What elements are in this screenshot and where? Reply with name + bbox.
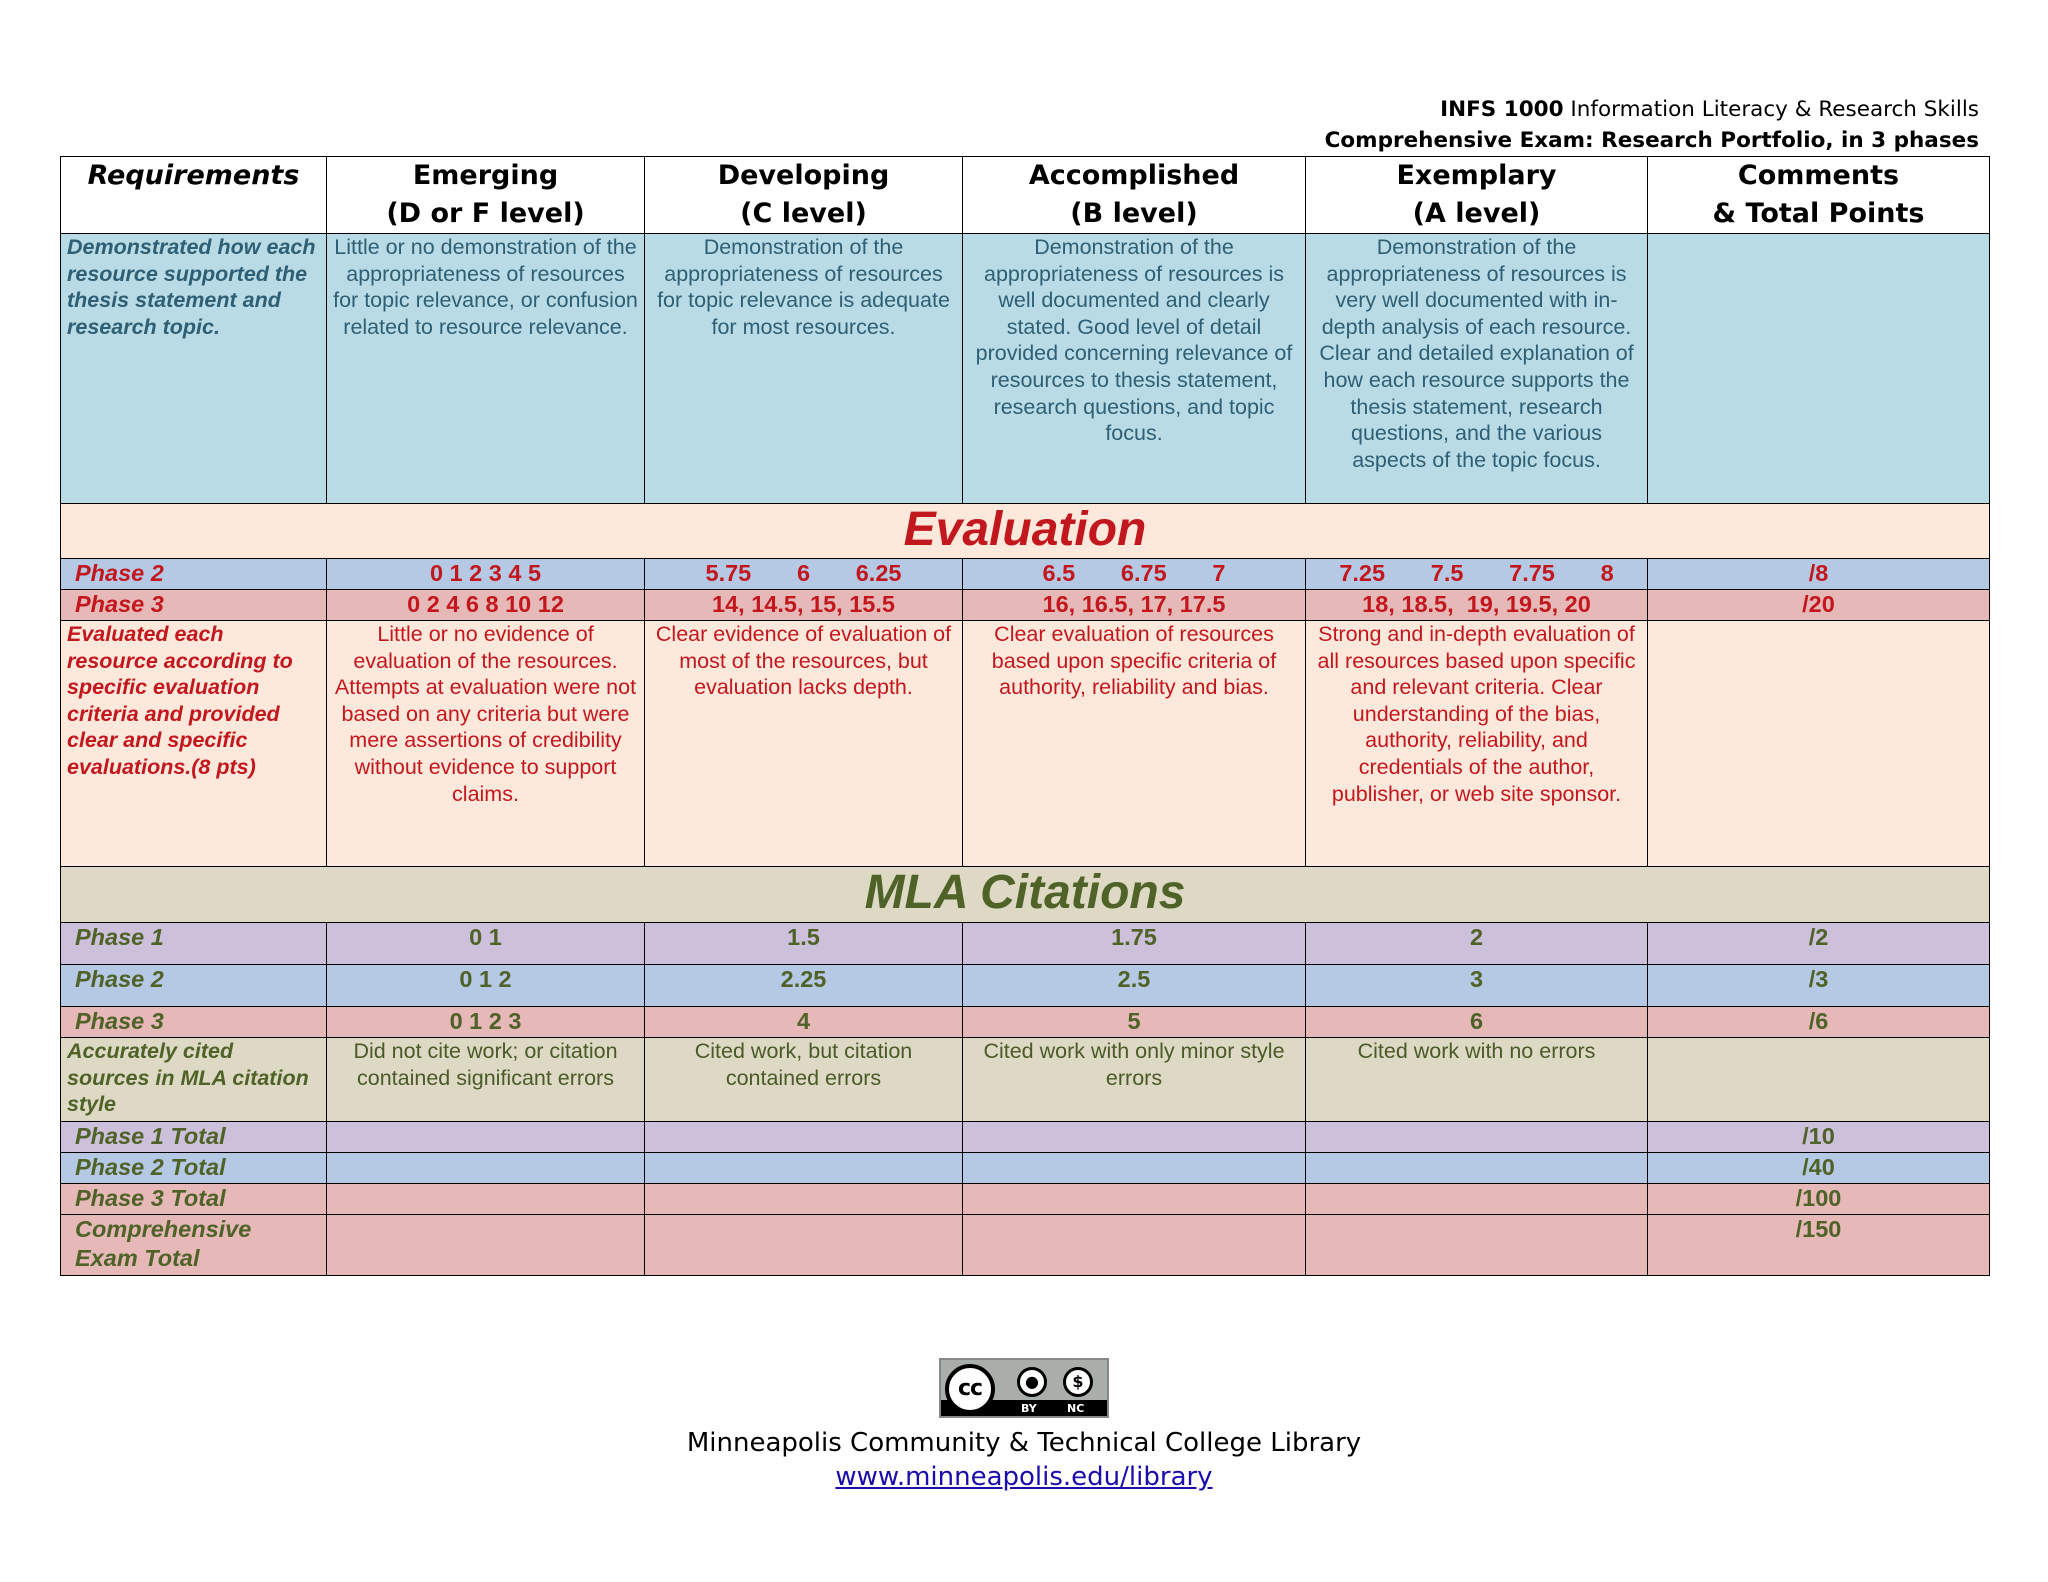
mla-requirement: Accurately cited sources in MLA citation style — [61, 1038, 327, 1122]
col-exemplary: Exemplary (A level) — [1306, 157, 1648, 234]
score-developing: 5.75 6 6.25 — [645, 559, 963, 590]
evaluation-accomplished: Clear evaluation of resources based upon specific criteria of authority, reliability and bias. — [963, 621, 1306, 867]
col-emerging: Emerging (D or F level) — [327, 157, 645, 234]
phase1-total-row — [61, 1122, 1990, 1153]
total-cell — [645, 1184, 963, 1215]
support-accomplished: Demonstration of the appropriateness of resources is well documented and clearly stated. Good level of detail provided concerning relevance of resources to thesis statement, research questions, and topic focus. — [963, 234, 1306, 504]
evaluation-requirement: Evaluated each resource according to specific evaluation criteria and provided clear and specific evaluations.(8 pts) — [61, 621, 327, 867]
score-exemplary: 2 — [1306, 923, 1648, 965]
support-requirement: Demonstrated how each resource supported the thesis statement and research topic. — [61, 234, 327, 504]
evaluation-exemplary: Strong and in-depth evaluation of all resources based upon specific and relevant criteria. Clear understanding of the bias, authority, reliability, and credentials of the author, publisher, or web site sponsor. — [1306, 621, 1648, 867]
evaluation-section-row — [61, 504, 1990, 559]
mla-criteria-row — [61, 1038, 1990, 1122]
score-accomplished: 16, 16.5, 17, 17.5 — [963, 590, 1306, 621]
mla-phase2-row — [61, 965, 1990, 1007]
score-emerging: 0 1 2 3 — [327, 1007, 645, 1038]
score-developing: 1.5 — [645, 923, 963, 965]
phase-label: Phase 2 — [61, 965, 327, 1007]
evaluation-developing: Clear evidence of evaluation of most of the resources, but evaluation lacks depth. — [645, 621, 963, 867]
total-cell — [1306, 1153, 1648, 1184]
total-points: /100 — [1648, 1184, 1990, 1215]
mla-phase1-row — [61, 923, 1990, 965]
person-icon: ● — [1017, 1367, 1047, 1397]
mla-comments[interactable] — [1648, 1038, 1990, 1122]
cc-icon: cc — [945, 1364, 995, 1414]
dollar-struck-icon: $ — [1063, 1367, 1093, 1397]
total-cell — [1306, 1215, 1648, 1276]
score-developing: 14, 14.5, 15, 15.5 — [645, 590, 963, 621]
document-header — [1325, 94, 1979, 156]
score-developing: 2.25 — [645, 965, 963, 1007]
total-label: Phase 3 Total — [61, 1184, 327, 1215]
col-comments: Comments & Total Points — [1648, 157, 1990, 234]
by-label: BY — [1021, 1402, 1037, 1415]
footer — [0, 1358, 2048, 1494]
total-cell — [1306, 1184, 1648, 1215]
course-title: Information Literacy & Research Skills — [1563, 97, 1979, 122]
score-accomplished: 2.5 — [963, 965, 1306, 1007]
score-emerging: 0 1 — [327, 923, 645, 965]
exam-title: Comprehensive Exam: Research Portfolio, in 3 phases — [1324, 128, 1979, 153]
score-emerging: 0 1 2 — [327, 965, 645, 1007]
support-comments[interactable] — [1648, 234, 1990, 504]
course-code: INFS 1000 — [1440, 97, 1564, 122]
phase-label: Phase 3 — [61, 590, 327, 621]
evaluation-emerging: Little or no evidence of evaluation of the resources. Attempts at evaluation were not based on any criteria but were mere assertions of credibility without evidence to support claims. — [327, 621, 645, 867]
comprehensive-total-row — [61, 1215, 1990, 1276]
mla-accomplished: Cited work with only minor style errors — [963, 1038, 1306, 1122]
total-cell — [645, 1215, 963, 1276]
total-cell — [963, 1215, 1306, 1276]
score-total: /3 — [1648, 965, 1990, 1007]
total-points: /40 — [1648, 1153, 1990, 1184]
cc-by-nc-license-badge[interactable] — [939, 1358, 1109, 1418]
total-cell — [1306, 1122, 1648, 1153]
total-cell — [327, 1215, 645, 1276]
library-link[interactable]: www.minneapolis.edu/library — [835, 1462, 1213, 1492]
evaluation-phase3-row — [61, 590, 1990, 621]
score-developing: 4 — [645, 1007, 963, 1038]
support-developing: Demonstration of the appropriateness of resources for topic relevance is adequate for most resources. — [645, 234, 963, 504]
mla-developing: Cited work, but citation contained errors — [645, 1038, 963, 1122]
col-accomplished: Accomplished (B level) — [963, 157, 1306, 234]
score-total: /8 — [1648, 559, 1990, 590]
score-accomplished: 5 — [963, 1007, 1306, 1038]
total-cell — [327, 1122, 645, 1153]
support-row — [61, 234, 1990, 504]
score-exemplary: 7.25 7.5 7.75 8 — [1306, 559, 1648, 590]
col-requirements: Requirements — [61, 157, 327, 234]
phase2-total-row — [61, 1153, 1990, 1184]
total-cell — [645, 1153, 963, 1184]
total-label: Comprehensive Exam Total — [61, 1215, 327, 1276]
support-exemplary: Demonstration of the appropriateness of resources is very well documented with in-depth analysis of each resource. Clear and detailed explanation of how each resource supports the thesis statement, research questions, and the various aspects of the topic focus. — [1306, 234, 1648, 504]
score-emerging: 0 2 4 6 8 10 12 — [327, 590, 645, 621]
col-developing: Developing (C level) — [645, 157, 963, 234]
total-cell — [963, 1153, 1306, 1184]
total-points: /10 — [1648, 1122, 1990, 1153]
score-emerging: 0 1 2 3 4 5 — [327, 559, 645, 590]
phase-label: Phase 2 — [61, 559, 327, 590]
nc-label: NC — [1067, 1402, 1085, 1415]
total-cell — [327, 1184, 645, 1215]
mla-section-row — [61, 867, 1990, 923]
mla-exemplary: Cited work with no errors — [1306, 1038, 1648, 1122]
organization-name: Minneapolis Community & Technical College Library — [686, 1428, 1362, 1458]
total-cell — [327, 1153, 645, 1184]
score-exemplary: 3 — [1306, 965, 1648, 1007]
score-exemplary: 6 — [1306, 1007, 1648, 1038]
support-emerging: Little or no demonstration of the appropriateness of resources for topic relevance, or confusion related to resource relevance. — [327, 234, 645, 504]
score-total: /6 — [1648, 1007, 1990, 1038]
mla-phase3-row — [61, 1007, 1990, 1038]
score-accomplished: 6.5 6.75 7 — [963, 559, 1306, 590]
evaluation-title: Evaluation — [61, 504, 1990, 559]
score-exemplary: 18, 18.5, 19, 19.5, 20 — [1306, 590, 1648, 621]
phase-label: Phase 1 — [61, 923, 327, 965]
total-label: Phase 2 Total — [61, 1153, 327, 1184]
total-cell — [963, 1122, 1306, 1153]
total-cell — [963, 1184, 1306, 1215]
rubric-table — [60, 156, 1990, 1276]
evaluation-comments[interactable] — [1648, 621, 1990, 867]
score-accomplished: 1.75 — [963, 923, 1306, 965]
mla-emerging: Did not cite work; or citation contained significant errors — [327, 1038, 645, 1122]
phase-label: Phase 3 — [61, 1007, 327, 1038]
total-label: Phase 1 Total — [61, 1122, 327, 1153]
phase3-total-row — [61, 1184, 1990, 1215]
score-total: /2 — [1648, 923, 1990, 965]
total-cell — [645, 1122, 963, 1153]
score-total: /20 — [1648, 590, 1990, 621]
evaluation-phase2-row — [61, 559, 1990, 590]
mla-title: MLA Citations — [61, 867, 1990, 923]
column-header-row — [61, 157, 1990, 234]
evaluation-criteria-row — [61, 621, 1990, 867]
total-points: /150 — [1648, 1215, 1990, 1276]
course-line — [1325, 94, 1979, 125]
